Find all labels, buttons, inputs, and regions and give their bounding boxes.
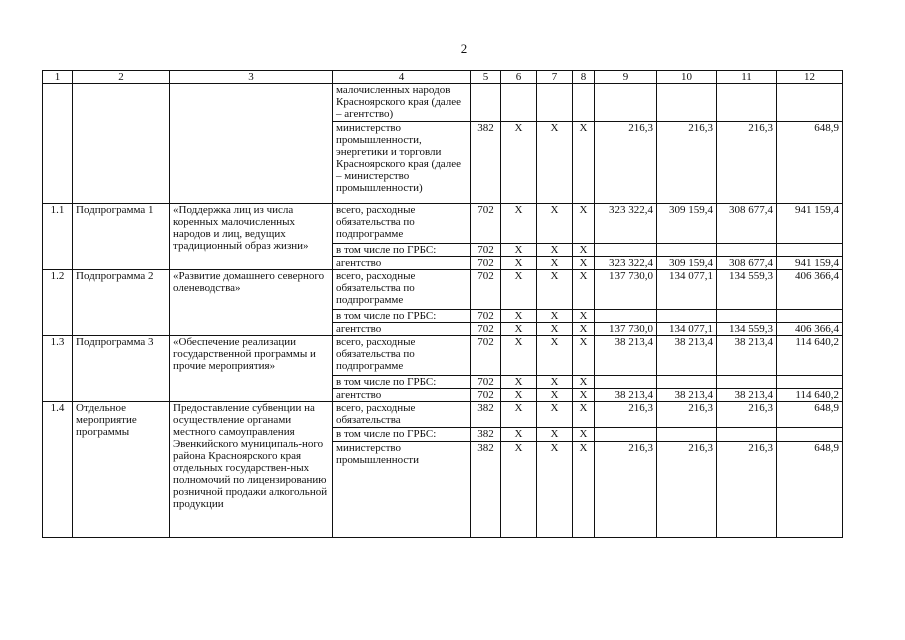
year2-cell: 216,3 <box>657 122 717 204</box>
rzpr-cell: Х <box>501 428 537 442</box>
total-cell: 941 159,4 <box>777 257 843 270</box>
rzpr-cell: Х <box>501 270 537 310</box>
vr-cell: Х <box>573 428 595 442</box>
total-cell <box>777 84 843 122</box>
year1-cell: 216,3 <box>595 402 657 428</box>
vr-cell: Х <box>573 122 595 204</box>
year3-cell: 38 213,4 <box>717 389 777 402</box>
rzpr-cell: Х <box>501 402 537 428</box>
column-header: 4 <box>333 71 471 84</box>
year2-cell: 38 213,4 <box>657 336 717 376</box>
program-name-cell: Предоставление субвенции на осуществление органами местного самоуправления Эвенкийского муниципаль-ного района Красноярского края отдельных государствен-ных полномочий по лицензированию розничной продажи алкогольной продукции <box>170 402 333 538</box>
vr-cell: Х <box>573 389 595 402</box>
grbs-name-cell: агентство <box>333 257 471 270</box>
year3-cell <box>717 428 777 442</box>
grbs-name-cell: министерство промышленности, энергетики и торговли Красноярского края (далее – министерство промышленности) <box>333 122 471 204</box>
table-row <box>43 402 843 428</box>
year1-cell <box>595 428 657 442</box>
csr-cell: Х <box>537 270 573 310</box>
table-row <box>43 204 843 244</box>
total-cell: 114 640,2 <box>777 336 843 376</box>
csr-cell: Х <box>537 376 573 389</box>
vr-cell: Х <box>573 257 595 270</box>
grbs-code-cell: 702 <box>471 257 501 270</box>
csr-cell: Х <box>537 389 573 402</box>
column-header: 11 <box>717 71 777 84</box>
grbs-code-cell: 702 <box>471 244 501 257</box>
grbs-name-cell: малочисленных народов Красноярского края (далее – агентство) <box>333 84 471 122</box>
grbs-name-cell: агентство <box>333 389 471 402</box>
year1-cell: 137 730,0 <box>595 323 657 336</box>
column-number-row <box>43 71 843 84</box>
csr-cell: Х <box>537 323 573 336</box>
total-cell: 406 366,4 <box>777 323 843 336</box>
csr-cell: Х <box>537 428 573 442</box>
total-cell: 648,9 <box>777 442 843 538</box>
year1-cell: 38 213,4 <box>595 336 657 376</box>
vr-cell: Х <box>573 244 595 257</box>
csr-cell: Х <box>537 244 573 257</box>
year2-cell: 134 077,1 <box>657 323 717 336</box>
rzpr-cell: Х <box>501 336 537 376</box>
program-name-cell: «Поддержка лиц из числа коренных малочисленных народов и лиц, ведущих традиционный образ жизни» <box>170 204 333 270</box>
csr-cell: Х <box>537 402 573 428</box>
grbs-code-cell: 702 <box>471 323 501 336</box>
total-cell: 648,9 <box>777 402 843 428</box>
year3-cell: 134 559,3 <box>717 323 777 336</box>
program-status-cell: Подпрограмма 1 <box>73 204 170 270</box>
year3-cell: 216,3 <box>717 442 777 538</box>
grbs-code-cell: 382 <box>471 402 501 428</box>
csr-cell: Х <box>537 122 573 204</box>
year1-cell: 38 213,4 <box>595 389 657 402</box>
year2-cell: 309 159,4 <box>657 257 717 270</box>
grbs-name-cell: министерство промышленности <box>333 442 471 538</box>
grbs-name-cell: в том числе по ГРБС: <box>333 428 471 442</box>
rzpr-cell: Х <box>501 244 537 257</box>
grbs-code-cell: 382 <box>471 122 501 204</box>
year2-cell <box>657 244 717 257</box>
vr-cell: Х <box>573 204 595 244</box>
year1-cell <box>595 84 657 122</box>
table-row <box>43 270 843 310</box>
year3-cell <box>717 84 777 122</box>
vr-cell: Х <box>573 402 595 428</box>
column-header: 3 <box>170 71 333 84</box>
year2-cell: 216,3 <box>657 442 717 538</box>
program-name-cell <box>170 84 333 204</box>
total-cell <box>777 376 843 389</box>
grbs-name-cell: в том числе по ГРБС: <box>333 310 471 323</box>
grbs-code-cell: 702 <box>471 270 501 310</box>
rzpr-cell: Х <box>501 257 537 270</box>
total-cell <box>777 310 843 323</box>
csr-cell: Х <box>537 257 573 270</box>
year2-cell <box>657 84 717 122</box>
row-number-cell: 1.3 <box>43 336 73 402</box>
total-cell: 406 366,4 <box>777 270 843 310</box>
vr-cell: Х <box>573 323 595 336</box>
column-header: 5 <box>471 71 501 84</box>
grbs-name-cell: в том числе по ГРБС: <box>333 376 471 389</box>
grbs-code-cell: 382 <box>471 442 501 538</box>
rzpr-cell <box>501 84 537 122</box>
table-row <box>43 84 843 122</box>
year2-cell <box>657 428 717 442</box>
grbs-code-cell: 382 <box>471 428 501 442</box>
year3-cell <box>717 310 777 323</box>
rzpr-cell: Х <box>501 389 537 402</box>
grbs-code-cell <box>471 84 501 122</box>
year3-cell: 216,3 <box>717 402 777 428</box>
grbs-name-cell: всего, расходные обязательства <box>333 402 471 428</box>
grbs-code-cell: 702 <box>471 204 501 244</box>
csr-cell <box>537 84 573 122</box>
csr-cell: Х <box>537 442 573 538</box>
program-status-cell: Отдельное мероприятие программы <box>73 402 170 538</box>
program-status-cell: Подпрограмма 3 <box>73 336 170 402</box>
page-number: 2 <box>460 41 468 56</box>
vr-cell: Х <box>573 336 595 376</box>
year2-cell: 309 159,4 <box>657 204 717 244</box>
grbs-code-cell: 702 <box>471 389 501 402</box>
grbs-code-cell: 702 <box>471 376 501 389</box>
grbs-name-cell: в том числе по ГРБС: <box>333 244 471 257</box>
total-cell <box>777 428 843 442</box>
column-header: 8 <box>573 71 595 84</box>
rzpr-cell: Х <box>501 323 537 336</box>
column-header: 2 <box>73 71 170 84</box>
vr-cell: Х <box>573 270 595 310</box>
year3-cell: 308 677,4 <box>717 257 777 270</box>
row-number-cell: 1.2 <box>43 270 73 336</box>
grbs-name-cell: всего, расходные обязательства по подпрограмме <box>333 270 471 310</box>
year3-cell <box>717 376 777 389</box>
column-header: 7 <box>537 71 573 84</box>
rzpr-cell: Х <box>501 204 537 244</box>
year1-cell: 216,3 <box>595 122 657 204</box>
total-cell: 941 159,4 <box>777 204 843 244</box>
year2-cell: 38 213,4 <box>657 389 717 402</box>
program-status-cell <box>73 84 170 204</box>
total-cell <box>777 244 843 257</box>
year2-cell: 216,3 <box>657 402 717 428</box>
program-name-cell: «Обеспечение реализации государственной программы и прочие мероприятия» <box>170 336 333 402</box>
year3-cell: 38 213,4 <box>717 336 777 376</box>
grbs-code-cell: 702 <box>471 310 501 323</box>
year1-cell: 323 322,4 <box>595 204 657 244</box>
year1-cell <box>595 244 657 257</box>
column-header: 9 <box>595 71 657 84</box>
rzpr-cell: Х <box>501 376 537 389</box>
year1-cell <box>595 310 657 323</box>
vr-cell: Х <box>573 442 595 538</box>
column-header: 1 <box>43 71 73 84</box>
year3-cell: 308 677,4 <box>717 204 777 244</box>
rzpr-cell: Х <box>501 442 537 538</box>
table-row <box>43 336 843 376</box>
year1-cell: 216,3 <box>595 442 657 538</box>
budget-table <box>42 70 843 538</box>
rzpr-cell: Х <box>501 122 537 204</box>
program-name-cell: «Развитие домашнего северного оленеводства» <box>170 270 333 336</box>
year3-cell: 216,3 <box>717 122 777 204</box>
column-header: 10 <box>657 71 717 84</box>
row-number-cell: 1.4 <box>43 402 73 538</box>
program-status-cell: Подпрограмма 2 <box>73 270 170 336</box>
total-cell: 648,9 <box>777 122 843 204</box>
grbs-name-cell: всего, расходные обязательства по подпрограмме <box>333 336 471 376</box>
column-header: 6 <box>501 71 537 84</box>
year2-cell <box>657 310 717 323</box>
year1-cell: 137 730,0 <box>595 270 657 310</box>
vr-cell: Х <box>573 310 595 323</box>
row-number-cell <box>43 84 73 204</box>
year2-cell: 134 077,1 <box>657 270 717 310</box>
grbs-name-cell: агентство <box>333 323 471 336</box>
year3-cell <box>717 244 777 257</box>
total-cell: 114 640,2 <box>777 389 843 402</box>
year1-cell <box>595 376 657 389</box>
grbs-name-cell: всего, расходные обязательства по подпрограмме <box>333 204 471 244</box>
column-header: 12 <box>777 71 843 84</box>
vr-cell <box>573 84 595 122</box>
csr-cell: Х <box>537 336 573 376</box>
year2-cell <box>657 376 717 389</box>
csr-cell: Х <box>537 310 573 323</box>
year1-cell: 323 322,4 <box>595 257 657 270</box>
year3-cell: 134 559,3 <box>717 270 777 310</box>
csr-cell: Х <box>537 204 573 244</box>
vr-cell: Х <box>573 376 595 389</box>
grbs-code-cell: 702 <box>471 336 501 376</box>
rzpr-cell: Х <box>501 310 537 323</box>
row-number-cell: 1.1 <box>43 204 73 270</box>
